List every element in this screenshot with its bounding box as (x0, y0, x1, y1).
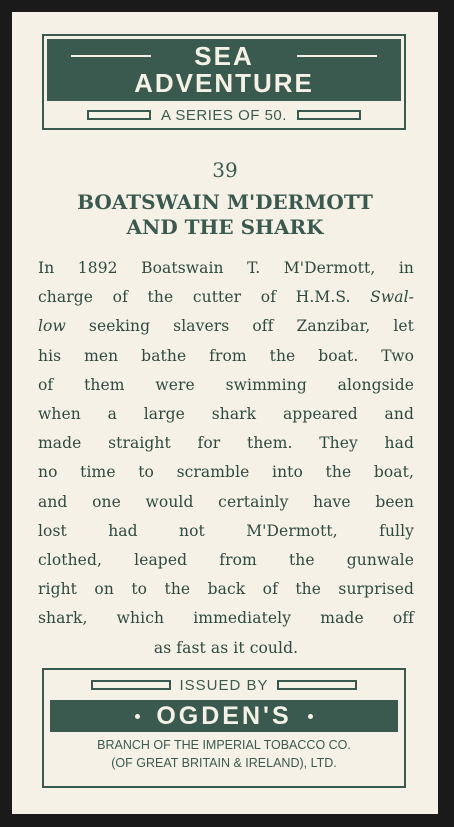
footer-ornament-left (91, 680, 171, 690)
body-line: charge of the cutter of H.M.S. Swal- (38, 288, 414, 307)
issued-by-row (50, 674, 398, 696)
brand-name: OGDEN'S (156, 701, 292, 730)
header-title-line2: ADVENTURE (134, 68, 314, 98)
header-rule-left (71, 55, 151, 57)
footer-frame (42, 668, 406, 788)
body-line: right on to the back of the surprised (38, 580, 414, 599)
header-title-line1: SEA (194, 41, 254, 71)
card-body-text (38, 254, 414, 663)
footer-company-line1: BRANCH OF THE IMPERIAL TOBACCO CO. (97, 738, 351, 752)
body-line: clothed, leaped from the gunwale (38, 551, 414, 570)
header-band (47, 39, 401, 101)
brand-band (50, 700, 398, 732)
body-line: of them were swimming alongside (38, 375, 414, 394)
body-line: In 1892 Boatswain T. M'Dermott, in (38, 259, 414, 277)
cigarette-card (12, 12, 438, 814)
body-line: no time to scramble into the boat, (38, 463, 414, 482)
card-title (12, 190, 438, 240)
header-rule-right (297, 55, 377, 57)
body-line: lost had not M'Dermott, fully (38, 521, 414, 540)
header-subtitle-row (44, 105, 404, 125)
card-title-line2: AND THE SHARK (126, 215, 324, 239)
issued-by-label: ISSUED BY (179, 676, 269, 694)
body-line: and one would certainly have been (38, 492, 414, 511)
dot-left (135, 714, 140, 719)
card-number: 39 (212, 158, 238, 182)
footer-ornament-right (277, 680, 357, 690)
card-title-line1: BOATSWAIN M'DERMOTT (77, 190, 373, 214)
header-ornament-left (87, 110, 151, 120)
body-line: his men bathe from the boat. Two (38, 346, 414, 365)
footer-company-line2: (OF GREAT BRITAIN & IRELAND), LTD. (111, 756, 337, 770)
body-line: shark, which immediately made off (38, 609, 414, 628)
body-line: as fast as it could. (153, 638, 299, 657)
header-ornament-right (297, 110, 361, 120)
dot-right (308, 714, 313, 719)
body-line: low seeking slavers off Zanzibar, let (38, 317, 414, 336)
series-subtitle: A SERIES OF 50. (161, 106, 287, 124)
header-frame (42, 34, 406, 130)
body-line: made straight for them. They had (38, 434, 414, 453)
body-line: when a large shark appeared and (38, 405, 414, 424)
